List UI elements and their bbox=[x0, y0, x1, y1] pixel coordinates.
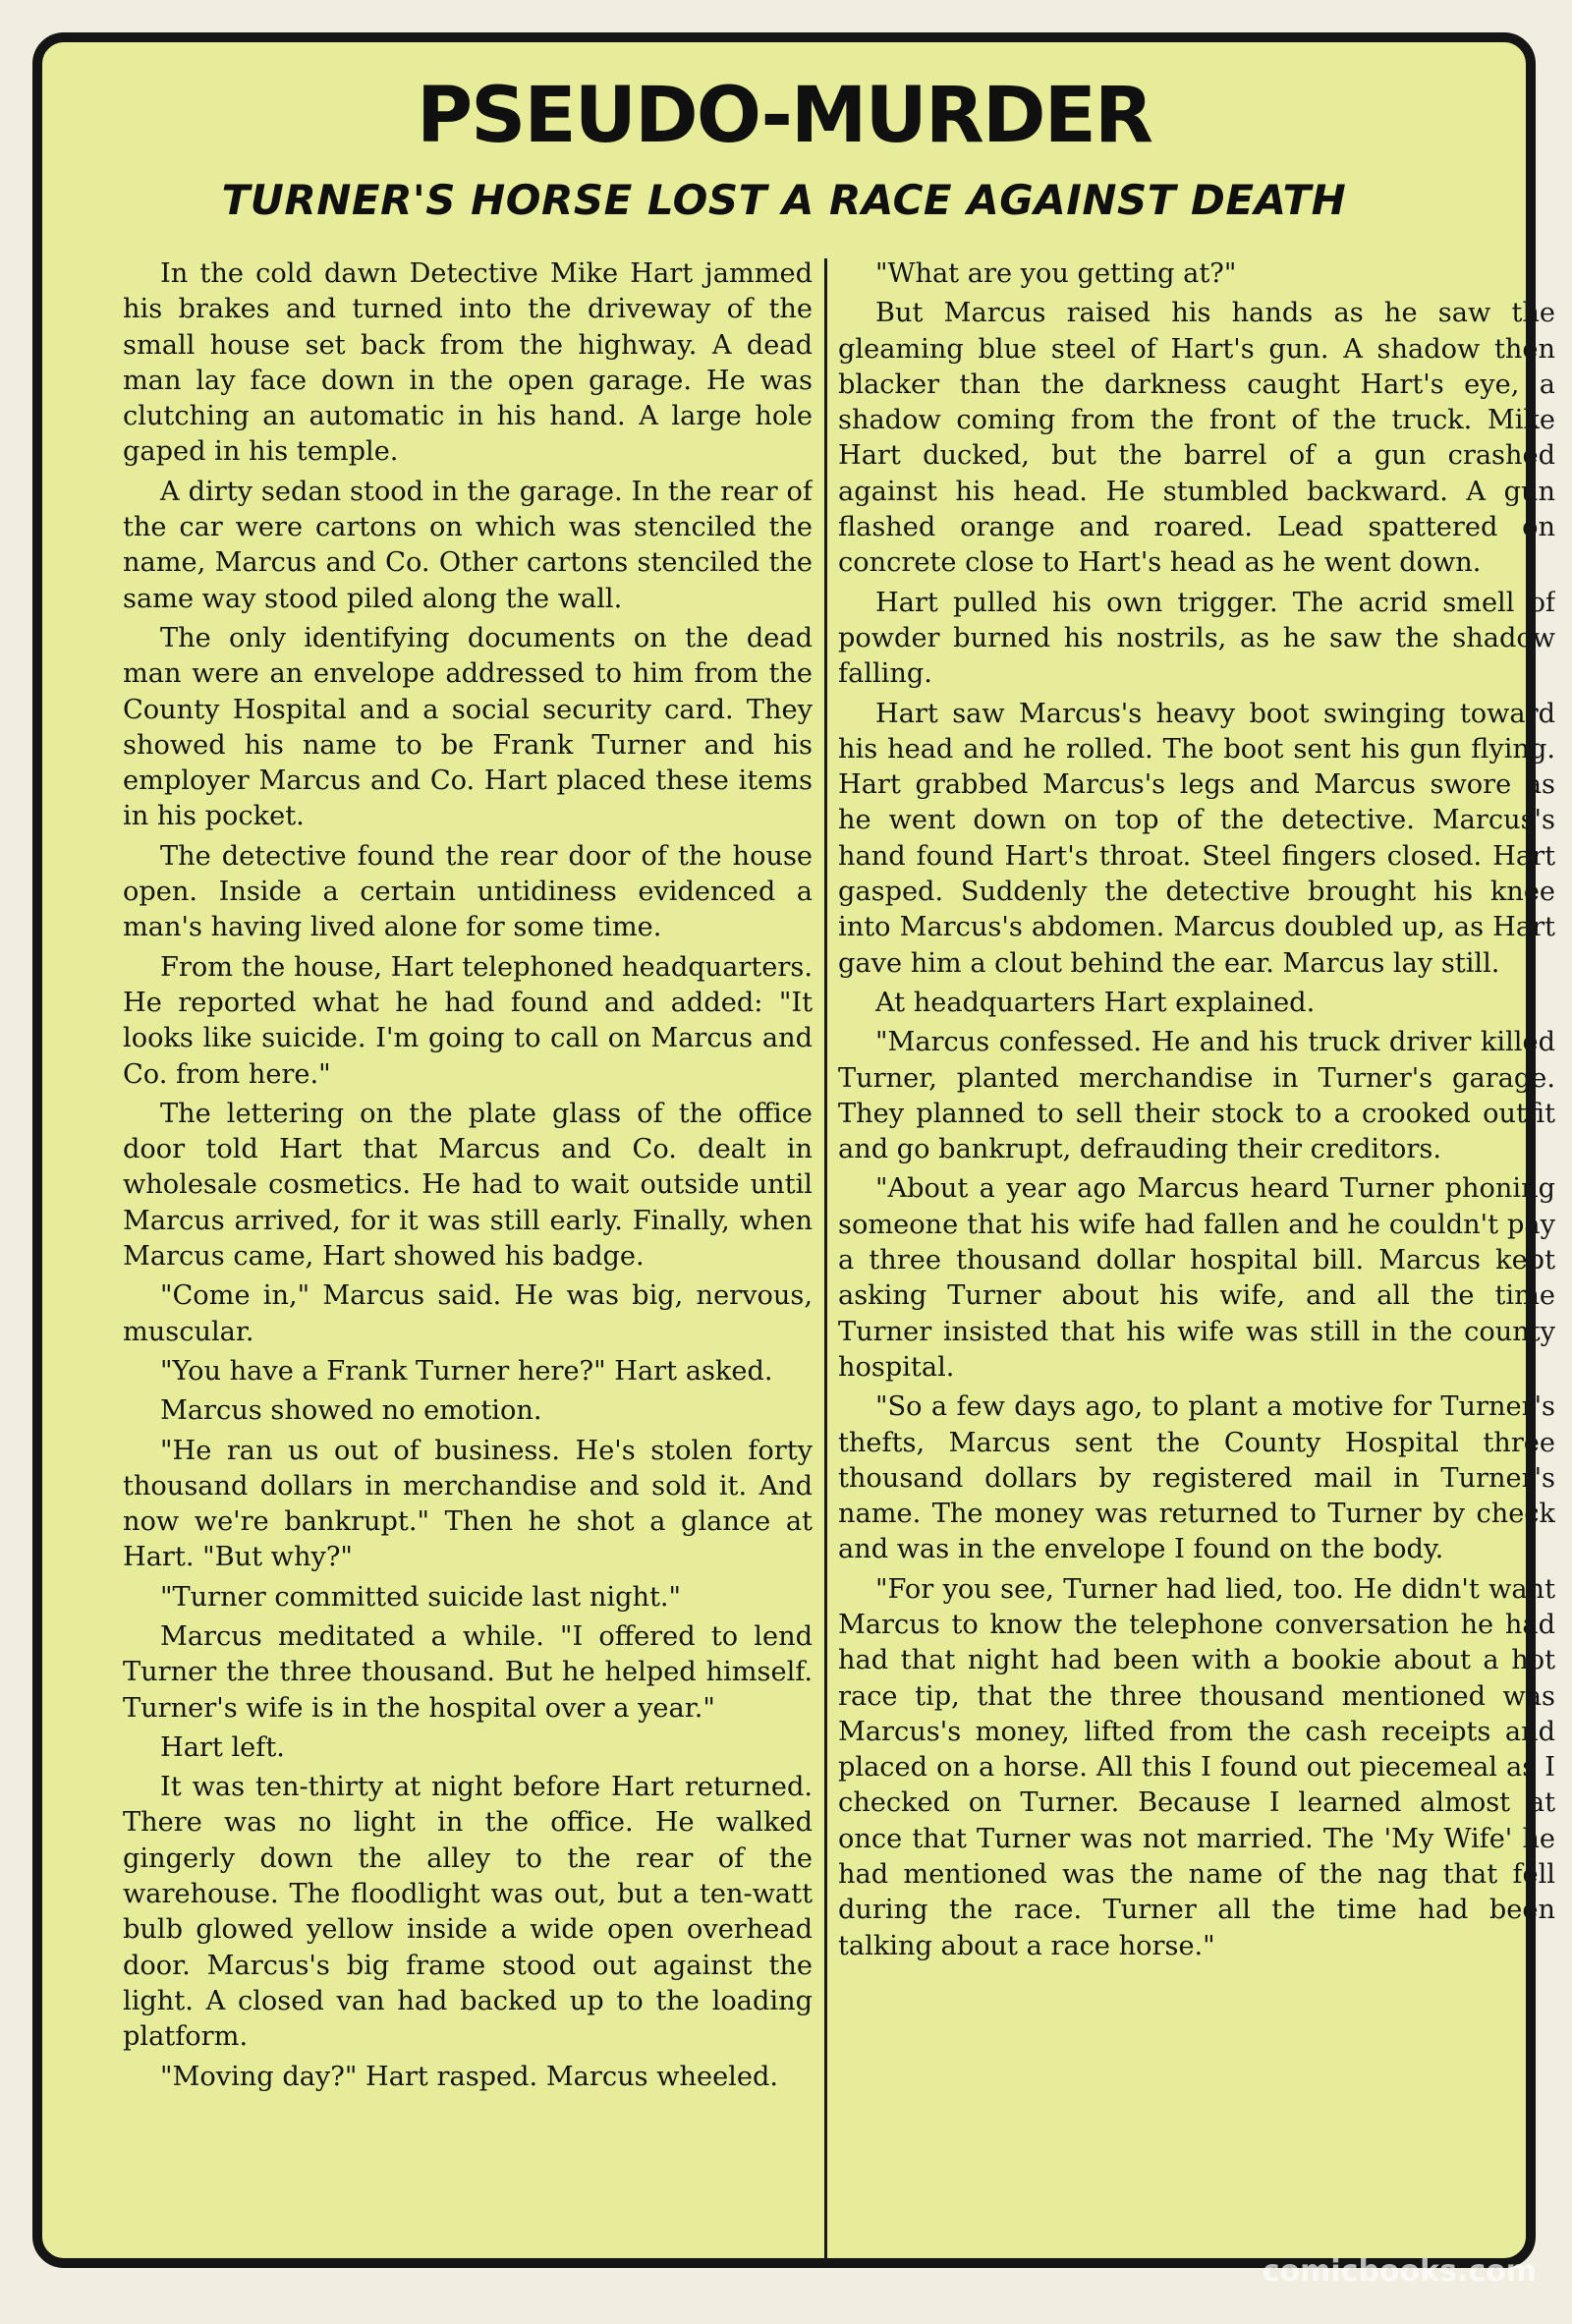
paragraph: The detective found the rear door of the house open. Inside a certain untidiness evidenced a man's having lived alone for some time. bbox=[123, 840, 813, 943]
paragraph: "What are you getting at?" bbox=[875, 258, 1237, 289]
paragraph: From the house, Hart telephoned headquarters. He reported what he had found and added: "It looks like suicide. I'm going to call on Marcus and Co. from here." bbox=[123, 951, 813, 1090]
paragraph: "Turner committed suicide last night." bbox=[160, 1581, 682, 1613]
paragraph: At headquarters Hart explained. bbox=[875, 987, 1316, 1018]
watermark: comicbooks.com bbox=[1262, 2254, 1537, 2289]
paragraph: "Moving day?" Hart rasped. Marcus wheeled. bbox=[160, 2061, 779, 2092]
paragraph: Hart left. bbox=[160, 1731, 285, 1763]
paragraph: But Marcus raised his hands as he saw the gleaming blue steel of Hart's gun. A shadow then blacker than the darkness caught Hart's eye, a shadow coming from the front of the truck. Mike Hart ducked, but the barrel of a gun crashed against his head. He stumbled backward. A gun flashed orange and roared. Lead spattered on concrete close to Hart's head as he went down. bbox=[838, 298, 1555, 579]
story-subtitle: TURNER'S HORSE LOST A RACE AGAINST DEATH bbox=[221, 176, 1347, 224]
paragraph: "So a few days ago, to plant a motive for Turner's thefts, Marcus sent the County Hospital three thousand dollars by registered mail in Turner's name. The money was returned to Turner by check and was in the envelope I found on the body. bbox=[838, 1391, 1555, 1565]
story-panel bbox=[32, 32, 1555, 2268]
paragraph: It was ten-thirty at night before Hart returned. There was no light in the office. He walked gingerly down the alley to the rear of the warehouse. The floodlight was out, but a ten-watt bulb glowed yellow inside a wide open overhead door. Marcus's big frame stood out against the light. A closed van had backed up to the loading platform. bbox=[123, 1772, 813, 2053]
paragraph: Marcus showed no emotion. bbox=[160, 1395, 542, 1427]
paragraph: "Marcus confessed. He and his truck driver killed Turner, planted merchandise in Turner's garage. They planned to sell their stock to a crooked outfit and go bankrupt, defrauding their creditors. bbox=[838, 1027, 1555, 1165]
paragraph: The only identifying documents on the dead man were an envelope addressed to him from the County Hospital and a social security card. They showed his name to be Frank Turner and his employer Marcus and Co. Hart placed these items in his pocket. bbox=[123, 622, 813, 832]
paragraph: "About a year ago Marcus heard Turner phoning someone that his wife had fallen and he couldn't pay a three thousand dollar hospital bill. Marcus kept asking Turner about his wife, and all the time Turner insisted that his wife was still in the county hospital. bbox=[838, 1173, 1555, 1383]
paragraph: "He ran us out of business. He's stolen forty thousand dollars in merchandise and sold it. And now we're bankrupt." Then he shot a glance at Hart. "But why?" bbox=[123, 1435, 813, 1573]
right-text-column bbox=[838, 256, 1555, 2251]
paragraph: "Come in," Marcus said. He was big, nervous, muscular. bbox=[123, 1280, 813, 1347]
column-divider bbox=[824, 258, 827, 2263]
paragraph: Hart pulled his own trigger. The acrid smell of powder burned his nostrils, as he saw the shadow falling. bbox=[838, 587, 1555, 690]
paragraph: "You have a Frank Turner here?" Hart asked. bbox=[160, 1355, 773, 1387]
paragraph: Hart saw Marcus's heavy boot swinging toward his head and he rolled. The boot sent his gun flying. Hart grabbed Marcus's legs and Marcus swore as he went down on top of the detective. Marcus's hand found Hart's throat. Steel fingers closed. Hart gasped. Suddenly the detective brought his knee into Marcus's abdomen. Marcus doubled up, as Hart gave him a clout behind the ear. Marcus lay still. bbox=[838, 698, 1555, 979]
paragraph: The lettering on the plate glass of the office door told Hart that Marcus and Co. dealt in wholesale cosmetics. He had to wait outside until Marcus arrived, for it was still early. Finally, when Marcus came, Hart showed his badge. bbox=[123, 1098, 813, 1273]
left-text-column bbox=[123, 256, 813, 2251]
story-title: PSEUDO-MURDER bbox=[417, 72, 1151, 160]
paragraph: In the cold dawn Detective Mike Hart jammed his brakes and turned into the driveway of the small house set back from the highway. A dead man lay face down in the open garage. He was clutching an automatic in his hand. A large hole gaped in his temple. bbox=[123, 258, 813, 468]
paragraph: Marcus meditated a while. "I offered to lend Turner the three thousand. But he helped himself. Turner's wife is in the hospital over a year." bbox=[123, 1620, 813, 1724]
paragraph: "For you see, Turner had lied, too. He didn't want Marcus to know the telephone conversation he had had that night had been with a bookie about a hot race tip, that the three thousand mentioned was Marcus's money, lifted from the cash receipts and placed on a horse. All this I found out piecemeal as I checked on Turner. Because I learned almost at once that Turner was not married. The 'My Wife' he had mentioned was the name of the nag that fell during the race. Turner all the time had been talking about a race horse." bbox=[838, 1573, 1555, 1961]
paragraph: A dirty sedan stood in the garage. In the rear of the car were cartons on which was stenciled the name, Marcus and Co. Other cartons stenciled the same way stood piled along the wall. bbox=[123, 476, 813, 614]
